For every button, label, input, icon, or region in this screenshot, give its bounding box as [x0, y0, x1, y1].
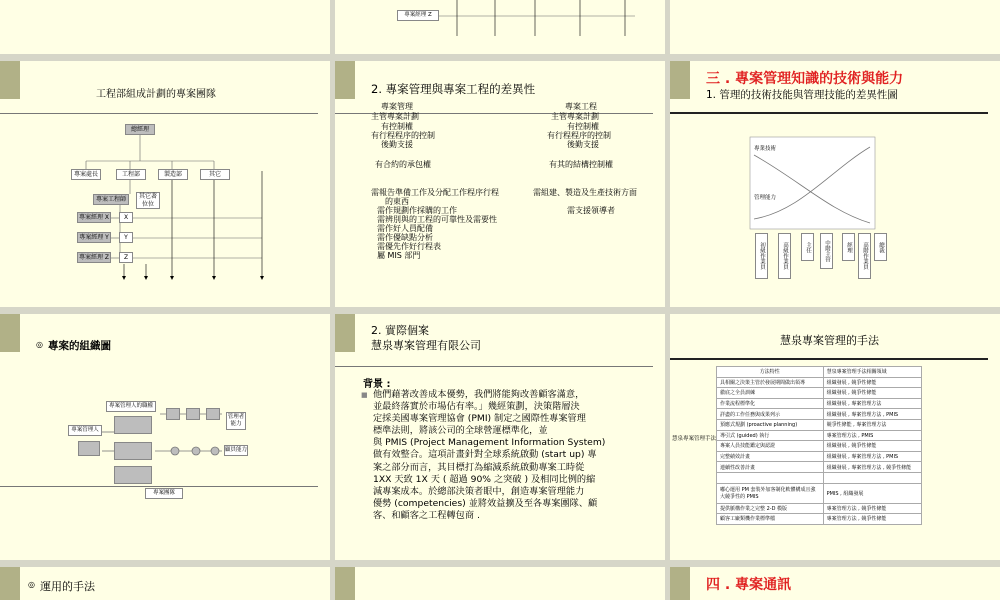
pm-col-2: 有控制權 — [381, 122, 413, 131]
level-0: 初級作業員 — [755, 233, 768, 279]
table-header — [717, 367, 922, 378]
ceo-box: 總經理 — [125, 124, 155, 135]
slide-title: 慧泉專案管理的手法 — [780, 334, 879, 347]
title-divider — [670, 358, 988, 360]
body-line: 標準法則，將該公司的全球營運標準化，並 — [373, 425, 548, 437]
pm-col-4: 後勤支援 — [381, 140, 413, 149]
slide-subtitle: 1. 管理的技術技能與管理技能的差異性圖 — [706, 89, 898, 101]
slide-engineering-team — [0, 61, 330, 307]
cell: 預應式規劃 (proactive planning) — [717, 419, 824, 430]
cell: 組織發展 , 專案管理方法 , PMIS — [823, 409, 921, 420]
y-box: Y — [119, 232, 133, 243]
title-divider — [335, 366, 653, 367]
manager-y-box: 專案經理 Y — [77, 232, 111, 243]
pm-list-5: 需作優缺點分析 — [377, 233, 433, 242]
manager-z-box: 專案經理 Z — [77, 252, 111, 263]
slide-title: 2. 專案管理與專案工程的差異性 — [371, 82, 536, 96]
pm-list-1: 的東西 — [385, 197, 409, 206]
pm-col-3: 有行程程序的控制 — [371, 131, 435, 140]
bullet-square-icon: ■ — [361, 391, 368, 399]
slide-accent-bar — [670, 567, 690, 600]
table-row — [717, 483, 922, 503]
slide-accent-bar — [335, 314, 355, 352]
level-1: 高級作業員 — [778, 233, 791, 279]
pm-person-box: 專案管理人 — [68, 425, 102, 436]
cell: 競爭性條能 , 專案管理方法 — [823, 419, 921, 430]
cell: 作業流程標準化 — [717, 398, 824, 409]
body-line: 他們藉著改善成本優勢，我們將能夠改善顧客滿意， — [373, 389, 585, 400]
pm-col-1: 主管專案計劃 — [371, 112, 419, 121]
skills-chart — [670, 61, 1000, 307]
slide-accent-bar — [0, 567, 20, 600]
gray-block-3 — [114, 442, 152, 460]
table-row — [717, 388, 922, 399]
level-2: 主任 — [801, 233, 814, 261]
cell: 連續性改善計畫 — [717, 462, 824, 473]
table-row — [717, 398, 922, 409]
slide-techniques — [0, 567, 330, 600]
cell: 嘟心運用 PM 套裝外加客制化軟體構成且強大競爭性的 PMIS — [717, 483, 824, 503]
slide-title: 四 . 專案通訊 — [706, 577, 792, 593]
table-row — [717, 377, 922, 388]
other-unit-box: 其它著位位 — [136, 192, 160, 209]
dept-engineering-box: 工程部 — [116, 169, 146, 180]
background-heading: 背景 : — [363, 379, 391, 390]
pe-list-0: 需組建、製造及生產技術方面 — [533, 188, 637, 197]
body-line: 案之部分而言，其目標打為縮減系統啟動專案工時從 — [373, 461, 585, 473]
gray-block-7 — [206, 408, 220, 420]
side-label: 慧泉專案管理手法 — [672, 436, 717, 442]
slide-top-middle — [335, 0, 665, 54]
pm-list-6: 需優先作好行程表 — [377, 242, 441, 251]
project-team-box: 專案團隊 — [145, 488, 183, 499]
body-line: 減專案成本。於總部決策者眼中，創造專案管理能力 — [373, 485, 585, 497]
pe-list-1: 需支援領導者 — [567, 206, 615, 215]
table-row — [717, 451, 922, 462]
org-chart-lines — [0, 61, 330, 307]
pm-list-7: 屬 MIS 部門 — [377, 251, 421, 260]
slide-title-2: 慧泉專案管理有限公司 — [371, 339, 481, 352]
slide-title: 專案的組織圖 — [48, 340, 111, 352]
slide-skills — [670, 61, 1000, 307]
pm-authority-box: 專案管理人的職權 — [106, 401, 156, 412]
cell: PMIS , 組織發展 — [823, 483, 921, 503]
slide-case-study — [335, 314, 665, 560]
slide-title: 運用的手法 — [40, 580, 95, 593]
table-row — [717, 441, 922, 452]
header-cell: 慧泉專案管理手法相關領域 — [823, 367, 921, 378]
level-5: 高階作業員 — [858, 233, 871, 279]
cell: 組織發展 , 專案管理方法 — [823, 398, 921, 409]
slide-pm-vs-pe — [335, 61, 665, 307]
slide-bottom-middle — [335, 567, 665, 600]
pm-list-0: 需報告準備工作及分配工作程序行程 — [371, 188, 499, 197]
gray-block-6 — [186, 408, 200, 420]
cell: 組織發展 , 競爭性條能 — [823, 441, 921, 452]
pe-col-5: 有其的結構控制權 — [549, 160, 613, 169]
cell: 專案管理方法 , 競爭性條能 — [823, 514, 921, 525]
level-4: 經理 — [842, 233, 855, 261]
manager-ability-box: 管理者能力 — [226, 412, 246, 430]
slide-title-1: 2. 實際個案 — [371, 324, 429, 337]
cell: 專案管理方法 , PMIS — [823, 430, 921, 441]
slide-top-right — [670, 0, 1000, 54]
slide-communication — [670, 567, 1000, 600]
cell: 徹底之全員訓練 — [717, 388, 824, 399]
cell: 組織發展 , 競爭性條能 — [823, 377, 921, 388]
slide-accent-bar — [335, 61, 355, 99]
pe-col-0: 專案工程 — [565, 102, 597, 111]
cell: 提供脈構作業之完整 2-D 模版 — [717, 503, 824, 514]
x-box: X — [119, 212, 133, 223]
gray-block-2 — [114, 416, 152, 434]
bullet-icon: ◎ — [28, 580, 35, 589]
pm-col-0: 專案管理 — [381, 102, 413, 111]
table-row — [717, 514, 922, 525]
slide-top-left — [0, 0, 330, 54]
pm-list-2: 需作規劃作採購的工作 — [377, 206, 457, 215]
gray-block-4 — [114, 466, 152, 484]
project-manager-z-box: 專案經理 Z — [397, 10, 439, 21]
body-line: 並最終落實於市場佔有率。」幾經策劃，決策階層決 — [373, 401, 580, 413]
pm-list-3: 需辨別與的工程的可靠性及需要性 — [377, 215, 497, 224]
pm-col-5: 有合約的承包權 — [375, 160, 431, 169]
slide-org-chart — [0, 314, 330, 560]
body-line: 1XX 天致 1X 天 ( 超過 90% 之突破 ) 及相同比例的縮 — [373, 473, 596, 485]
cell: 詳盡的工作任務與成果列示 — [717, 409, 824, 420]
cell: 專案管理方法 , 競爭性條能 — [823, 503, 921, 514]
table-row — [717, 419, 922, 430]
level-6: 總裁 — [874, 233, 887, 261]
table-row — [717, 503, 922, 514]
pe-col-3: 有行程程序的控制 — [547, 131, 611, 140]
z-box: Z — [119, 252, 133, 263]
header-cell: 方法特性 — [717, 367, 824, 378]
body-line: 客、和顧客之工程轉包商 . — [373, 509, 480, 521]
cell: 專案人員技能鑑定與認證 — [717, 441, 824, 452]
pe-col-4: 後勤支援 — [567, 140, 599, 149]
org-lines — [335, 0, 665, 54]
bullet-icon: ◎ — [36, 340, 43, 349]
table-row — [717, 430, 922, 441]
cell: 組織發展 , 專案管理方法 , PMIS — [823, 451, 921, 462]
body-line: 定採美國專案管理協會 (PMI) 制定之國際性專案管理 — [373, 413, 586, 425]
staff-ability-box: 顧員能力 — [224, 445, 248, 456]
table-row — [717, 472, 922, 483]
mgmt-skill-label: 管理能力 — [754, 195, 777, 201]
cell: 組織發展 , 專案管理方法 , 競爭性條能 — [823, 462, 921, 473]
slide-methods — [670, 314, 1000, 560]
body-line: 優勢 (competencies) 並將效益擴及至各專案團隊、顧 — [373, 497, 598, 509]
cell — [717, 472, 824, 483]
dept-manufacturing-box: 製造部 — [158, 169, 188, 180]
cell — [823, 472, 921, 483]
tech-skill-label: 專業技術 — [754, 146, 777, 152]
body-line: 做有效整合。這項計畫針對全球系統啟動 (start up) 專 — [373, 449, 597, 461]
cell: 具相關之決策主管於發展期間做出領導 — [717, 377, 824, 388]
cell: 顧客工廠類機作業標準檔 — [717, 514, 824, 525]
slide-title: 工程部組成計劃的專案團隊 — [96, 89, 216, 100]
project-engineer-box: 專案工程師 — [93, 194, 129, 205]
pe-col-1: 主管專案計劃 — [551, 112, 599, 121]
cell: 組織發展 , 競爭性條能 — [823, 388, 921, 399]
gray-block-5 — [166, 408, 180, 420]
body-line: 與 PMIS (Project Management Information System) — [373, 437, 606, 449]
pm-list-4: 需作好人員配備 — [377, 224, 433, 233]
cell: 完整績效計畫 — [717, 451, 824, 462]
table-row — [717, 409, 922, 420]
dept-other-box: 其它 — [200, 169, 230, 180]
dept-project-director-box: 專案處長 — [71, 169, 101, 180]
level-3: 中階主管 — [820, 233, 833, 269]
slide-title: 三 . 專案管理知識的技術與能力 — [706, 71, 904, 87]
methods-table — [716, 366, 922, 525]
cell: 導引式 (guided) 執行 — [717, 430, 824, 441]
org-diagram-lines — [0, 314, 330, 560]
manager-x-box: 專案經理 X — [77, 212, 111, 223]
background-body — [373, 389, 661, 522]
slide-accent-bar — [335, 567, 355, 600]
table-row — [717, 462, 922, 473]
gray-block-1 — [78, 441, 100, 456]
pe-col-2: 有控制權 — [567, 122, 599, 131]
